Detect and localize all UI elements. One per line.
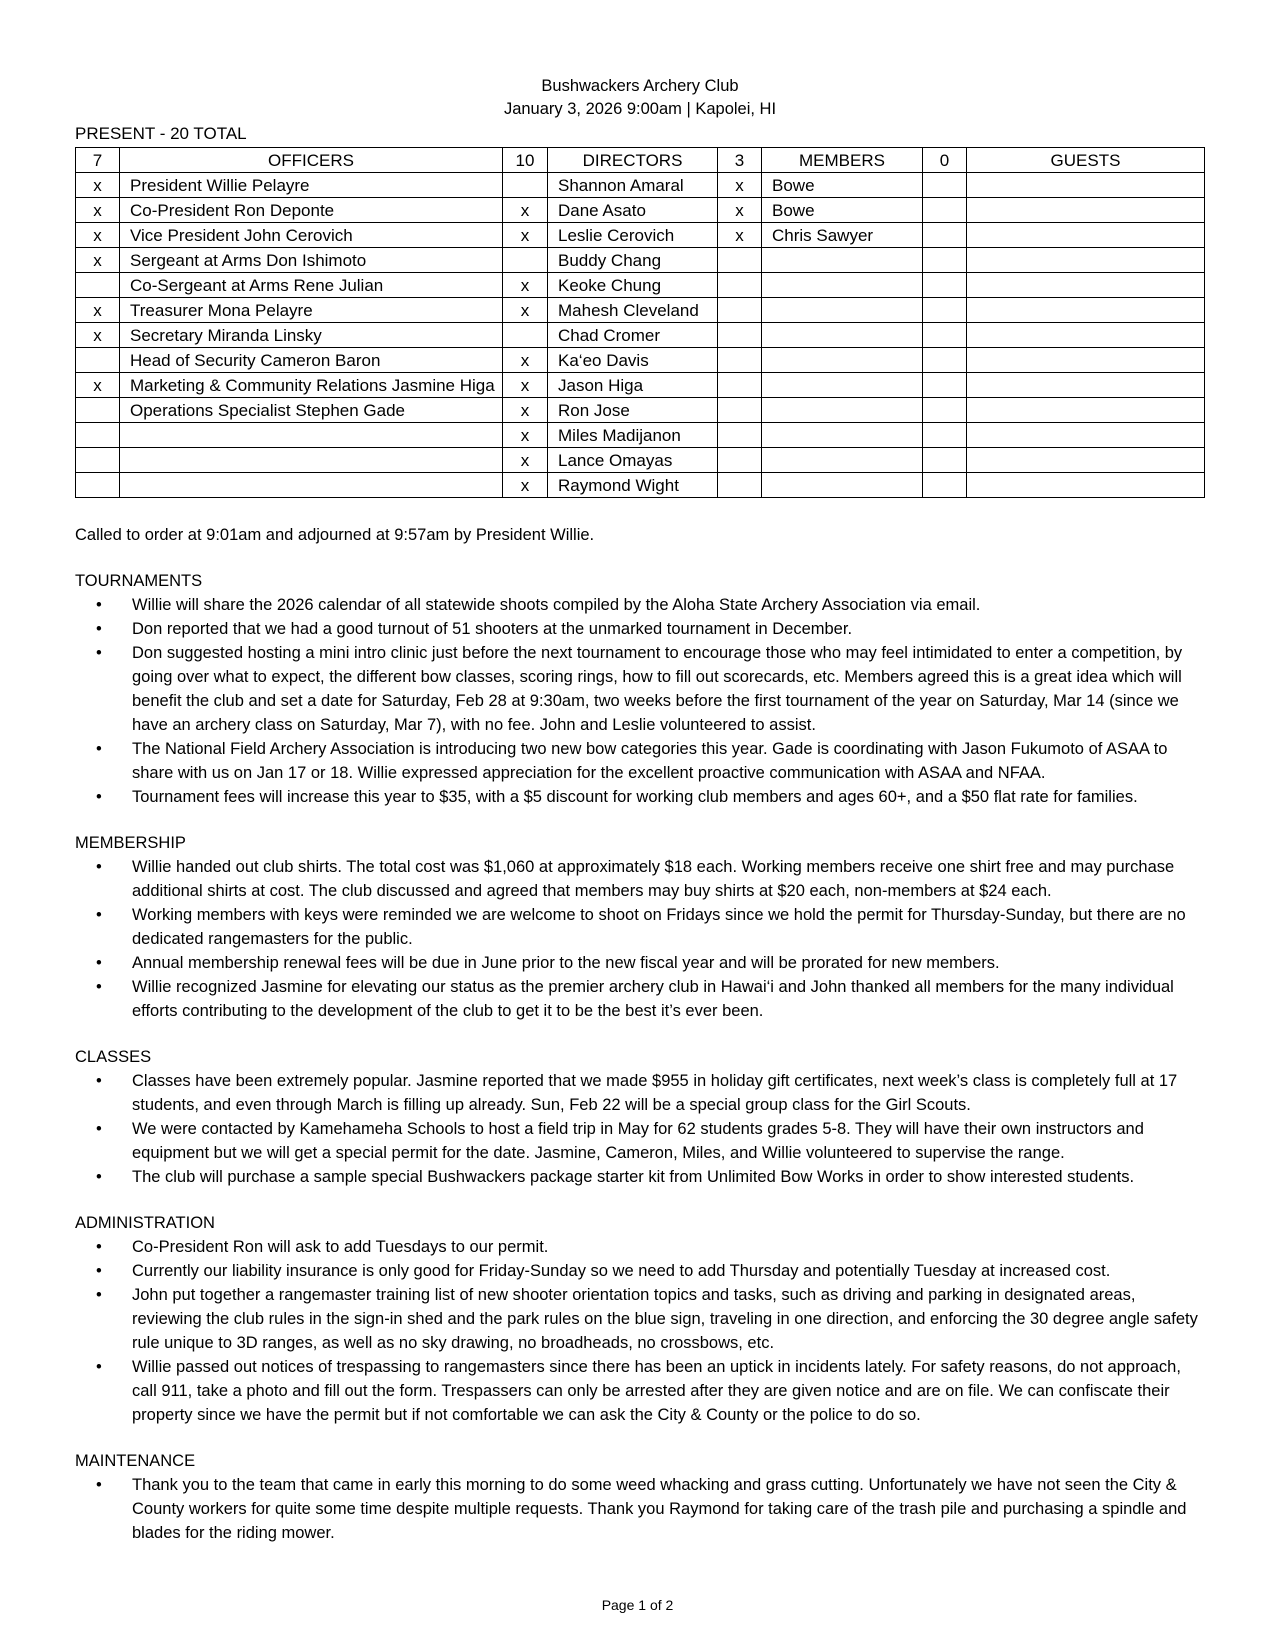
- bullet-item: • Tournament fees will increase this year to $35, with a $5 discount for working club members and ages 60+, and a $50 flat rate for families.: [75, 785, 1205, 809]
- guest-name: [967, 348, 1205, 373]
- guest-mark: [923, 398, 967, 423]
- guest-mark: [923, 423, 967, 448]
- officer-name: Head of Security Cameron Baron: [120, 348, 503, 373]
- member-mark: x: [718, 173, 762, 198]
- officer-mark: [76, 273, 120, 298]
- director-mark: x: [503, 223, 548, 248]
- director-mark: x: [503, 448, 548, 473]
- called-to-order: Called to order at 9:01am and adjourned at 9:57am by President Willie.: [75, 526, 595, 544]
- guest-name: [967, 273, 1205, 298]
- officer-mark: [76, 398, 120, 423]
- director-name: Shannon Amaral: [548, 173, 718, 198]
- member-mark: [718, 298, 762, 323]
- members-header: MEMBERS: [762, 148, 923, 173]
- section-title: ADMINISTRATION: [75, 1214, 215, 1232]
- officer-name: President Willie Pelayre: [120, 173, 503, 198]
- guest-mark: [923, 473, 967, 498]
- section-title: MEMBERSHIP: [75, 834, 186, 852]
- guest-mark: [923, 373, 967, 398]
- officer-mark: [76, 448, 120, 473]
- officer-name: Vice President John Cerovich: [120, 223, 503, 248]
- member-name: [762, 323, 923, 348]
- director-name: Dane Asato: [548, 198, 718, 223]
- officer-mark: x: [76, 198, 120, 223]
- director-name: Raymond Wight: [548, 473, 718, 498]
- guest-name: [967, 223, 1205, 248]
- officers-header: OFFICERS: [120, 148, 503, 173]
- member-mark: [718, 348, 762, 373]
- guests-header: GUESTS: [967, 148, 1205, 173]
- section-maintenance: [75, 1449, 1205, 1545]
- bullet-item: • Don reported that we had a good turnout of 51 shooters at the unmarked tournament in December.: [75, 617, 1205, 641]
- officer-mark: x: [76, 173, 120, 198]
- officer-name: Co-President Ron Deponte: [120, 198, 503, 223]
- guest-mark: [923, 448, 967, 473]
- director-name: Chad Cromer: [548, 323, 718, 348]
- officer-mark: x: [76, 248, 120, 273]
- member-name: Bowe: [762, 198, 923, 223]
- member-mark: [718, 473, 762, 498]
- guests-count: 0: [923, 148, 967, 173]
- guest-name: [967, 173, 1205, 198]
- page-number: Page 1 of 2: [601, 1597, 674, 1613]
- bullet-item: • The club will purchase a sample special Bushwackers package starter kit from Unlimited Bow Works in order to show interested students.: [75, 1165, 1205, 1189]
- minutes-body: [75, 523, 1205, 1567]
- member-name: [762, 398, 923, 423]
- director-mark: x: [503, 373, 548, 398]
- director-mark: x: [503, 398, 548, 423]
- bullet-item: • Willie handed out club shirts. The total cost was $1,060 at approximately $18 each. Working members receive one shirt free and may purchase additional shirts at cost. The club discussed and agreed that members may buy shirts at $20 each, non-members at $24 each.: [75, 855, 1205, 903]
- member-name: Chris Sawyer: [762, 223, 923, 248]
- bullet-list: [75, 1069, 1205, 1189]
- attendance-row: [76, 223, 1205, 248]
- director-name: Lance Omayas: [548, 448, 718, 473]
- attendance-header-row: [76, 148, 1205, 173]
- officer-mark: [76, 473, 120, 498]
- guest-name: [967, 248, 1205, 273]
- bullet-item: • Annual membership renewal fees will be due in June prior to the new fiscal year and will be prorated for new members.: [75, 951, 1205, 975]
- member-mark: [718, 248, 762, 273]
- member-name: Bowe: [762, 173, 923, 198]
- bullet-list: [75, 1235, 1205, 1427]
- officers-count: 7: [76, 148, 120, 173]
- section-title: CLASSES: [75, 1048, 152, 1066]
- member-name: [762, 273, 923, 298]
- section-administration: [75, 1211, 1205, 1427]
- officer-name: [120, 448, 503, 473]
- member-name: [762, 373, 923, 398]
- director-mark: x: [503, 423, 548, 448]
- bullet-item: • Co-President Ron will ask to add Tuesdays to our permit.: [75, 1235, 1205, 1259]
- guest-name: [967, 323, 1205, 348]
- minutes-sections: [75, 569, 1205, 1545]
- directors-count: 10: [503, 148, 548, 173]
- bullet-item: • The National Field Archery Association is introducing two new bow categories this year. Gade is coordinating with Jason Fukumoto of ASAA to share with us on Jan 17 or 18. Willie expressed appreciation for the excellent proactive communication with ASAA and NFAA.: [75, 737, 1205, 785]
- officer-mark: x: [76, 223, 120, 248]
- bullet-list: [75, 593, 1205, 809]
- attendance-table: [75, 147, 1205, 498]
- document-header: [75, 75, 1205, 121]
- bullet-list: [75, 855, 1205, 1023]
- guest-mark: [923, 198, 967, 223]
- member-name: [762, 298, 923, 323]
- officer-mark: x: [76, 298, 120, 323]
- member-name: [762, 473, 923, 498]
- attendance-row: [76, 373, 1205, 398]
- bullet-item: • Currently our liability insurance is only good for Friday-Sunday so we need to add Thursday and potentially Tuesday at increased cost.: [75, 1259, 1205, 1283]
- attendance-row: [76, 348, 1205, 373]
- attendance-row: [76, 198, 1205, 223]
- members-count: 3: [718, 148, 762, 173]
- director-mark: x: [503, 473, 548, 498]
- officer-mark: [76, 348, 120, 373]
- director-name: Mahesh Cleveland: [548, 298, 718, 323]
- attendance-row: [76, 248, 1205, 273]
- guest-mark: [923, 248, 967, 273]
- director-name: Ka‘eo Davis: [548, 348, 718, 373]
- guest-name: [967, 373, 1205, 398]
- officer-mark: x: [76, 323, 120, 348]
- member-mark: [718, 323, 762, 348]
- guest-mark: [923, 348, 967, 373]
- officer-mark: [76, 423, 120, 448]
- club-name: Bushwackers Archery Club: [541, 77, 739, 95]
- officer-name: [120, 473, 503, 498]
- director-mark: x: [503, 298, 548, 323]
- bullet-item: • Working members with keys were reminded we are welcome to shoot on Fridays since we hold the permit for Thursday-Sunday, but there are no dedicated rangemasters for the public.: [75, 903, 1205, 951]
- attendance-row: [76, 473, 1205, 498]
- officer-name: Sergeant at Arms Don Ishimoto: [120, 248, 503, 273]
- guest-name: [967, 448, 1205, 473]
- attendance-row: [76, 173, 1205, 198]
- attendance-row: [76, 423, 1205, 448]
- attendance-body: [76, 173, 1205, 498]
- officer-name: [120, 423, 503, 448]
- member-mark: x: [718, 223, 762, 248]
- guest-mark: [923, 273, 967, 298]
- member-mark: [718, 448, 762, 473]
- officer-name: Marketing & Community Relations Jasmine Higa: [120, 373, 503, 398]
- attendance-row: [76, 448, 1205, 473]
- director-mark: x: [503, 273, 548, 298]
- guest-mark: [923, 323, 967, 348]
- section-title: MAINTENANCE: [75, 1452, 196, 1470]
- directors-header: DIRECTORS: [548, 148, 718, 173]
- attendance-row: [76, 398, 1205, 423]
- director-name: Miles Madijanon: [548, 423, 718, 448]
- guest-name: [967, 398, 1205, 423]
- member-mark: [718, 423, 762, 448]
- director-mark: x: [503, 348, 548, 373]
- guest-mark: [923, 298, 967, 323]
- director-name: Jason Higa: [548, 373, 718, 398]
- meeting-info: January 3, 2026 9:00am | Kapolei, HI: [503, 100, 777, 118]
- bullet-item: • Classes have been extremely popular. Jasmine reported that we made $955 in holiday gift certificates, next week’s class is completely full at 17 students, and even through March is filling up already. Sun, Feb 22 will be a special group class for the Girl Scouts.: [75, 1069, 1205, 1117]
- director-mark: [503, 248, 548, 273]
- guest-mark: [923, 223, 967, 248]
- member-mark: [718, 398, 762, 423]
- member-name: [762, 248, 923, 273]
- officer-name: Secretary Miranda Linsky: [120, 323, 503, 348]
- director-mark: [503, 323, 548, 348]
- officer-mark: x: [76, 373, 120, 398]
- bullet-item: • We were contacted by Kamehameha Schools to host a field trip in May for 62 students grades 5-8. They will have their own instructors and equipment but we will get a special permit for the date. Jasmine, Cameron, Miles, and Willie volunteered to supervise the range.: [75, 1117, 1205, 1165]
- section-classes: [75, 1045, 1205, 1189]
- officer-name: Treasurer Mona Pelayre: [120, 298, 503, 323]
- guest-mark: [923, 173, 967, 198]
- attendance-row: [76, 323, 1205, 348]
- section-membership: [75, 831, 1205, 1023]
- guest-name: [967, 198, 1205, 223]
- director-mark: [503, 173, 548, 198]
- director-name: Keoke Chung: [548, 273, 718, 298]
- director-name: Leslie Cerovich: [548, 223, 718, 248]
- bullet-item: • Willie passed out notices of trespassing to rangemasters since there has been an uptick in incidents lately. For safety reasons, do not approach, call 911, take a photo and fill out the form. Trespassers can only be arrested after they are given notice and are on file. We can confiscate their property since we have the permit but if not comfortable we can ask the City & County or the police to do so.: [75, 1355, 1205, 1427]
- officer-name: Operations Specialist Stephen Gade: [120, 398, 503, 423]
- bullet-item: • Don suggested hosting a mini intro clinic just before the next tournament to encourage those who may feel intimidated to enter a competition, by going over what to expect, the different bow classes, scoring rings, how to fill out scorecards, etc. Members agreed this is a great idea which will benefit the club and set a date for Saturday, Feb 28 at 9:30am, two weeks before the first tournament of the year on Saturday, Mar 14 (since we have an archery class on Saturday, Mar 7), with no fee. John and Leslie volunteered to assist.: [75, 641, 1205, 737]
- bullet-list: [75, 1473, 1205, 1545]
- bullet-item: • John put together a rangemaster training list of new shooter orientation topics and tasks, such as driving and parking in designated areas, reviewing the club rules in the sign-in shed and the park rules on the blue sign, traveling in one direction, and enforcing the 30 degree angle safety rule unique to 3D ranges, as well as no sky drawing, no broadheads, no crossbows, etc.: [75, 1283, 1205, 1355]
- guest-name: [967, 473, 1205, 498]
- director-name: Buddy Chang: [548, 248, 718, 273]
- member-name: [762, 348, 923, 373]
- officer-name: Co-Sergeant at Arms Rene Julian: [120, 273, 503, 298]
- bullet-item: • Thank you to the team that came in early this morning to do some weed whacking and grass cutting. Unfortunately we have not seen the City & County workers for quite some time despite multiple requests. Thank you Raymond for taking care of the trash pile and purchasing a spindle and blades for the riding mower.: [75, 1473, 1205, 1545]
- bullet-item: • Willie recognized Jasmine for elevating our status as the premier archery club in Hawai‘i and John thanked all members for the many individual efforts contributing to the development of the club to get it to be the best it’s ever been.: [75, 975, 1205, 1023]
- attendance-row: [76, 298, 1205, 323]
- member-name: [762, 423, 923, 448]
- member-name: [762, 448, 923, 473]
- section-title: TOURNAMENTS: [75, 572, 203, 590]
- guest-name: [967, 423, 1205, 448]
- director-name: Ron Jose: [548, 398, 718, 423]
- present-total: PRESENT - 20 TOTAL: [75, 124, 247, 143]
- guest-name: [967, 298, 1205, 323]
- section-tournaments: [75, 569, 1205, 809]
- member-mark: [718, 373, 762, 398]
- bullet-item: • Willie will share the 2026 calendar of all statewide shoots compiled by the Aloha State Archery Association via email.: [75, 593, 1205, 617]
- member-mark: [718, 273, 762, 298]
- member-mark: x: [718, 198, 762, 223]
- director-mark: x: [503, 198, 548, 223]
- attendance-row: [76, 273, 1205, 298]
